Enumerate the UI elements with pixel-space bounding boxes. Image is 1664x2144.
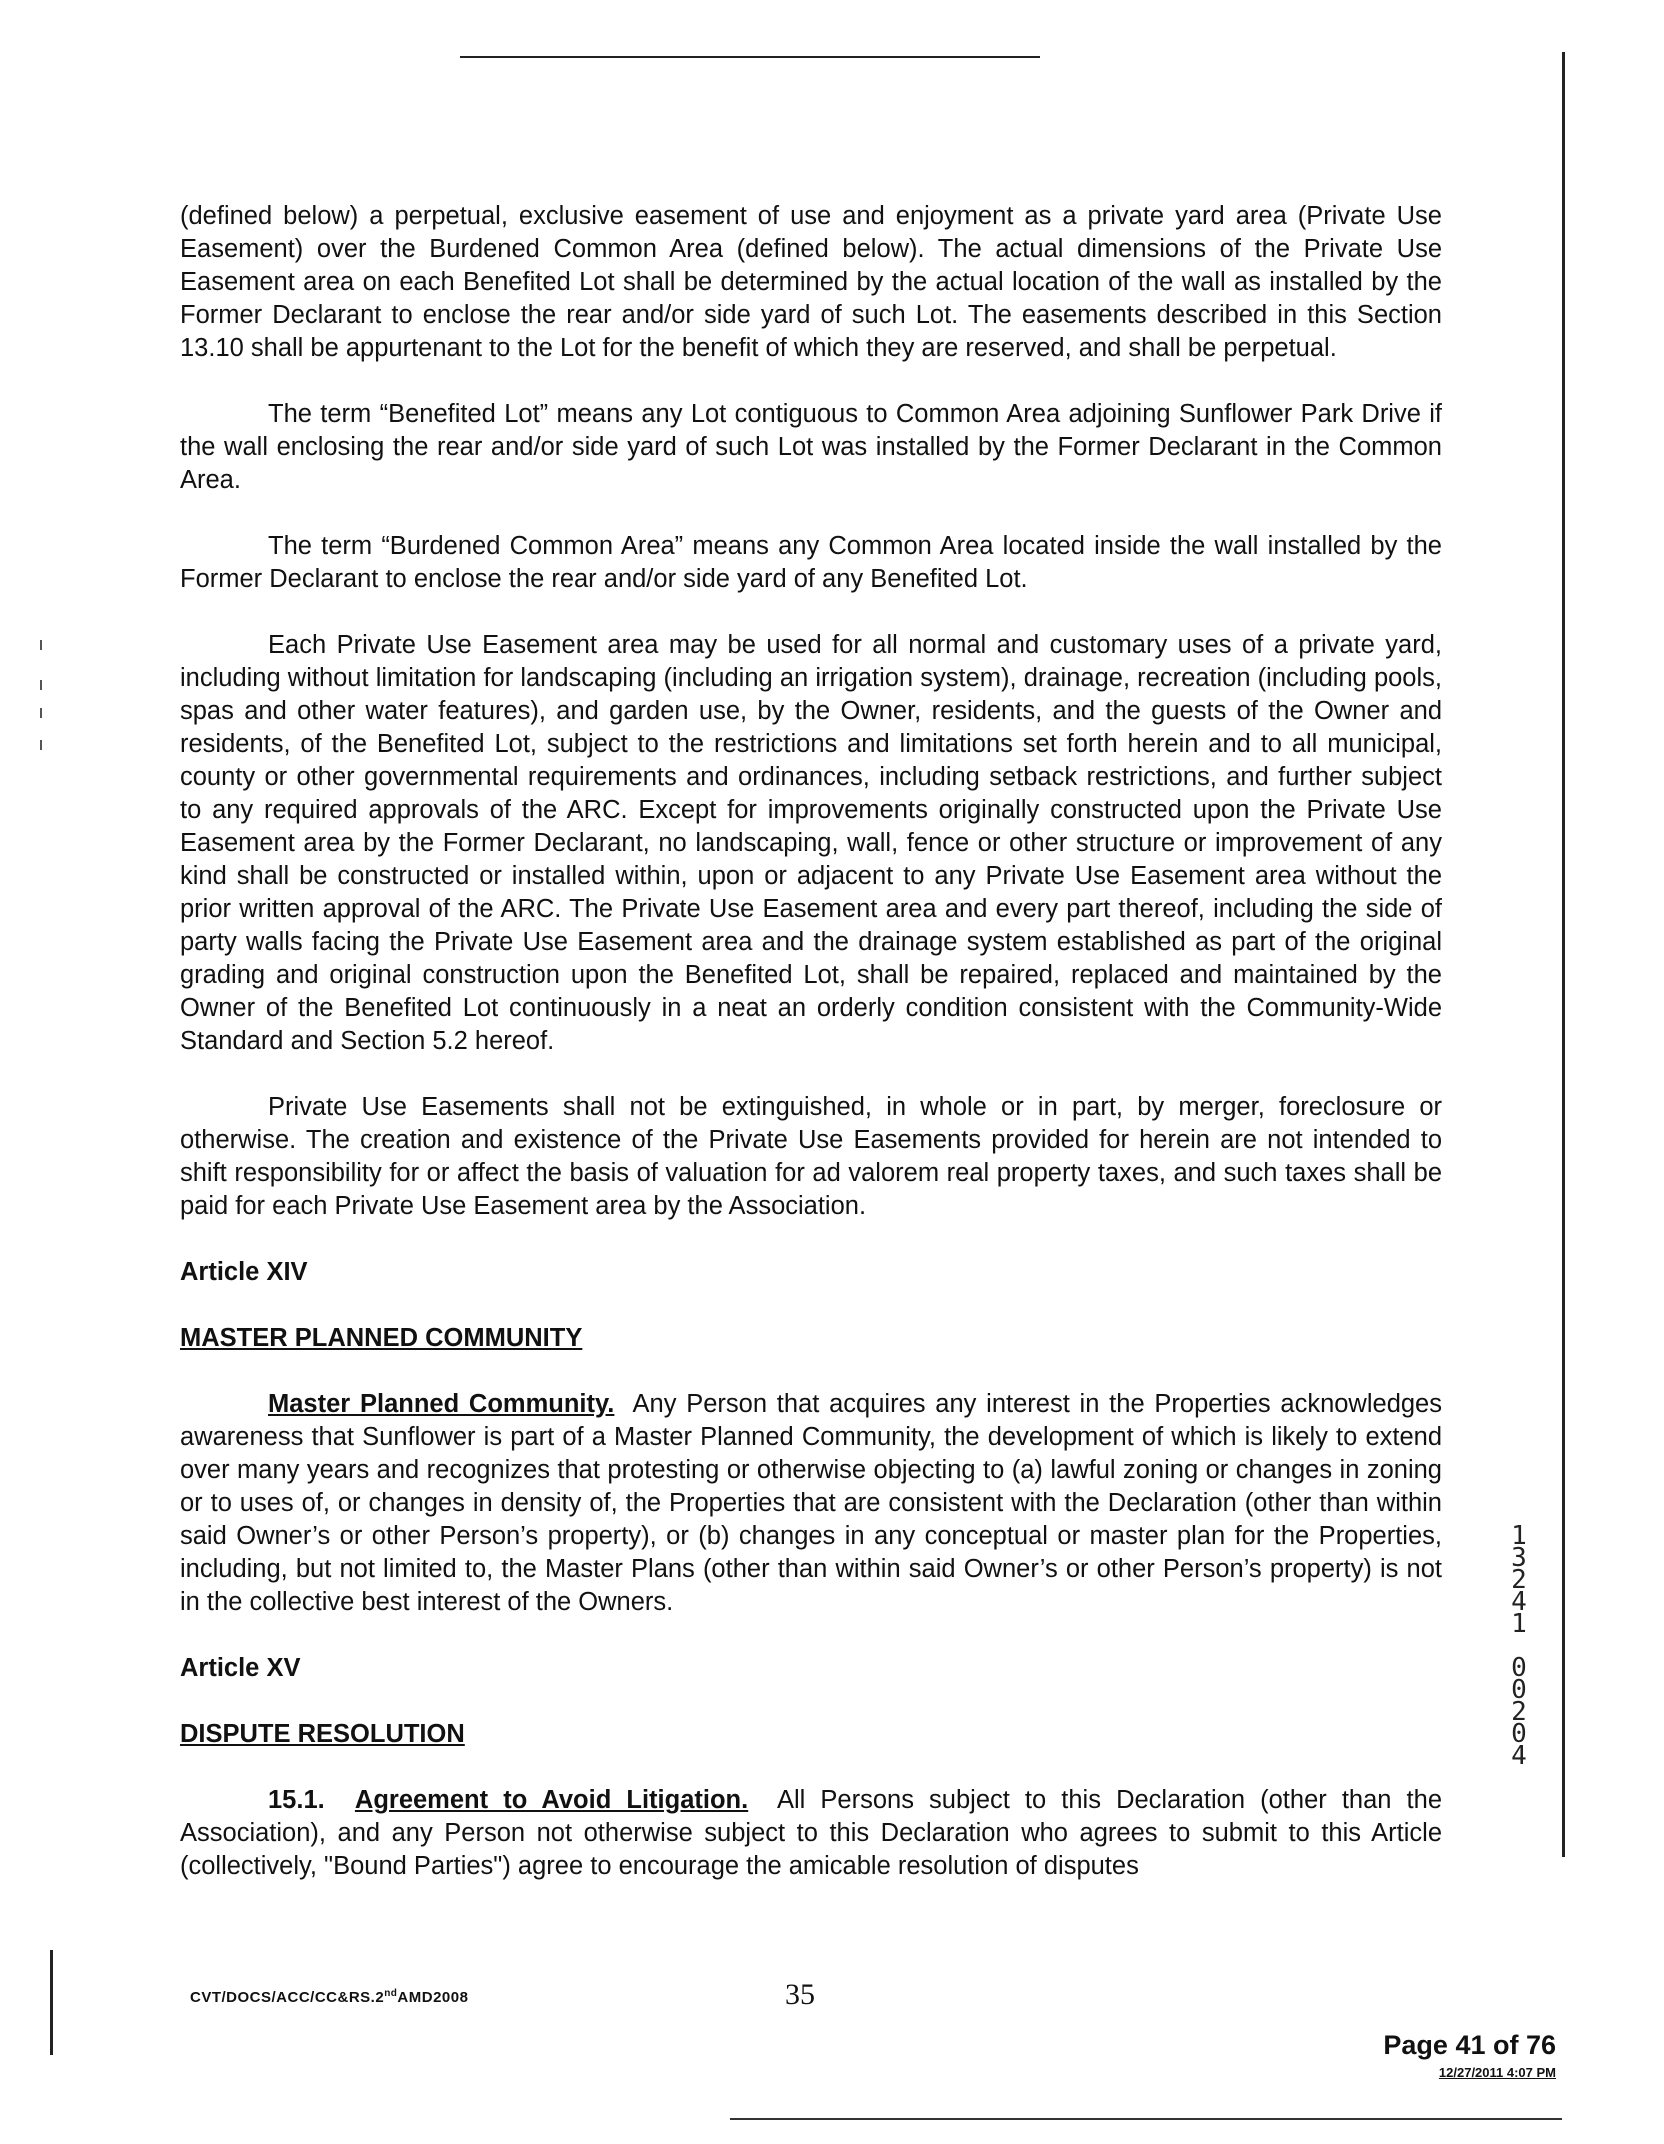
section-15-1-lead: Agreement to Avoid Litigation. [354,1786,749,1814]
recorder-stamp [1360,2030,1556,2080]
article-15-heading [180,1652,1442,1751]
top-rule [460,56,1040,58]
left-margin-rule [50,1950,53,2055]
article-14-heading [180,1256,1442,1355]
paragraph-burdened-common-area: The term “Burdened Common Area” means any Common Area located inside the wall installed by the Former Declarant to enclose the rear and/or side yard of any Benefited Lot. [180,532,1442,593]
paragraph-benefited-lot: The term “Benefited Lot” means any Lot contiguous to Common Area adjoining Sunflower Park Drive if the wall enclosing the rear and/or side yard of such Lot was installed by the Former Declarant in the Common Area. [180,400,1442,494]
master-planned-lead: Master Planned Community. [268,1390,615,1418]
paragraph-section-15-1 [180,1784,1442,1883]
article-15-title: DISPUTE RESOLUTION [180,1720,465,1748]
article-14-title: MASTER PLANNED COMMUNITY [180,1324,583,1352]
right-margin-rule [1562,52,1565,1857]
recording-number: 1 3 2 4 1 0 0 2 0 4 [1511,1521,1527,1771]
master-planned-text: Any Person that acquires any interest in the Properties acknowledges awareness that Sunflower is part of a Master Planned Community, the development of which is likely to extend over many years and recognizes that protesting or otherwise objecting to (a) lawful zoning or changes in zoning or to uses of, or changes in density of, the Properties that are consistent with the Declaration (other than within said Owner’s or other Person’s property), or (b) changes in any conceptual or master plan for the Properties, including, but not limited to, the Master Plans (other than within said Owner’s or other Person’s property) is not in the collective best interest of the Owners. [180,1390,1442,1616]
paragraph-permitted-uses: Each Private Use Easement area may be used for all normal and customary uses of a private yard, including without limitation for landscaping (including an irrigation system), drainage, recreation (including pools, spas and other water features), and garden use, by the Owner, residents, and the guests of the Owner and residents, of the Benefited Lot, subject to the restrictions and limitations set forth herein and to all municipal, county or other governmental requirements and ordinances, including setback restrictions, and further subject to any required approvals of the ARC. Except for improvements originally constructed upon the Private Use Easement area by the Former Declarant, no landscaping, wall, fence or other structure or improvement of any kind shall be constructed or installed within, upon or adjacent to any Private Use Easement area without the prior written approval of the ARC. The Private Use Easement area and every part thereof, including the side of party walls facing the Private Use Easement area and the drainage system established as part of the original grading and original construction upon the Benefited Lot, shall be repaired, replaced and maintained by the Owner of the Benefited Lot continuously in a neat an orderly condition consistent with the Community-Wide Standard and Section 5.2 hereof. [180,631,1442,1055]
scan-mark [40,640,42,650]
scan-mark [40,740,42,750]
article-15-label: Article XV [180,1654,301,1682]
section-15-1-text: All Persons subject to this Declaration (other than the Association), and any Person not otherwise subject to this Declaration who agrees to submit to this Article (collectively, "Bound Parties") agree to encourage the amicable resolution of disputes [180,1786,1443,1880]
article-14-label: Article XIV [180,1258,308,1286]
section-15-1-number: 15.1. [268,1786,325,1814]
footer-page-number: 35 [785,1978,815,2011]
footer-doc-reference: CVT/DOCS/ACC/CC&RS.2ndAMD2008 [190,1988,469,2006]
paragraph-private-use-easement: (defined below) a perpetual, exclusive easement of use and enjoyment as a private yard area (Private Use Easement) over the Burdened Common Area (defined below). The actual dimensions of the Private Use Easement area on each Benefited Lot shall be determined by the actual location of the wall as installed by the Former Declarant to enclose the rear and/or side yard of such Lot. The easements described in this Section 13.10 shall be appurtenant to the Lot for the benefit of which they are reserved, and shall be perpetual. [180,202,1442,362]
paragraph-not-extinguished: Private Use Easements shall not be extinguished, in whole or in part, by merger, foreclosure or otherwise. The creation and existence of the Private Use Easements provided for herein are not intended to shift responsibility for or affect the basis of valuation for ad valorem real property taxes, and such taxes shall be paid for each Private Use Easement area by the Association. [180,1093,1442,1220]
record-timestamp: 12/27/2011 4:07 PM [1438,2065,1556,2080]
document-body [180,200,1442,1916]
scan-mark [40,708,42,718]
scan-mark [40,680,42,690]
page-of-total: Page 41 of 76 [1383,2030,1556,2060]
bottom-rule [730,2118,1562,2120]
paragraph-master-planned-community [180,1388,1442,1619]
